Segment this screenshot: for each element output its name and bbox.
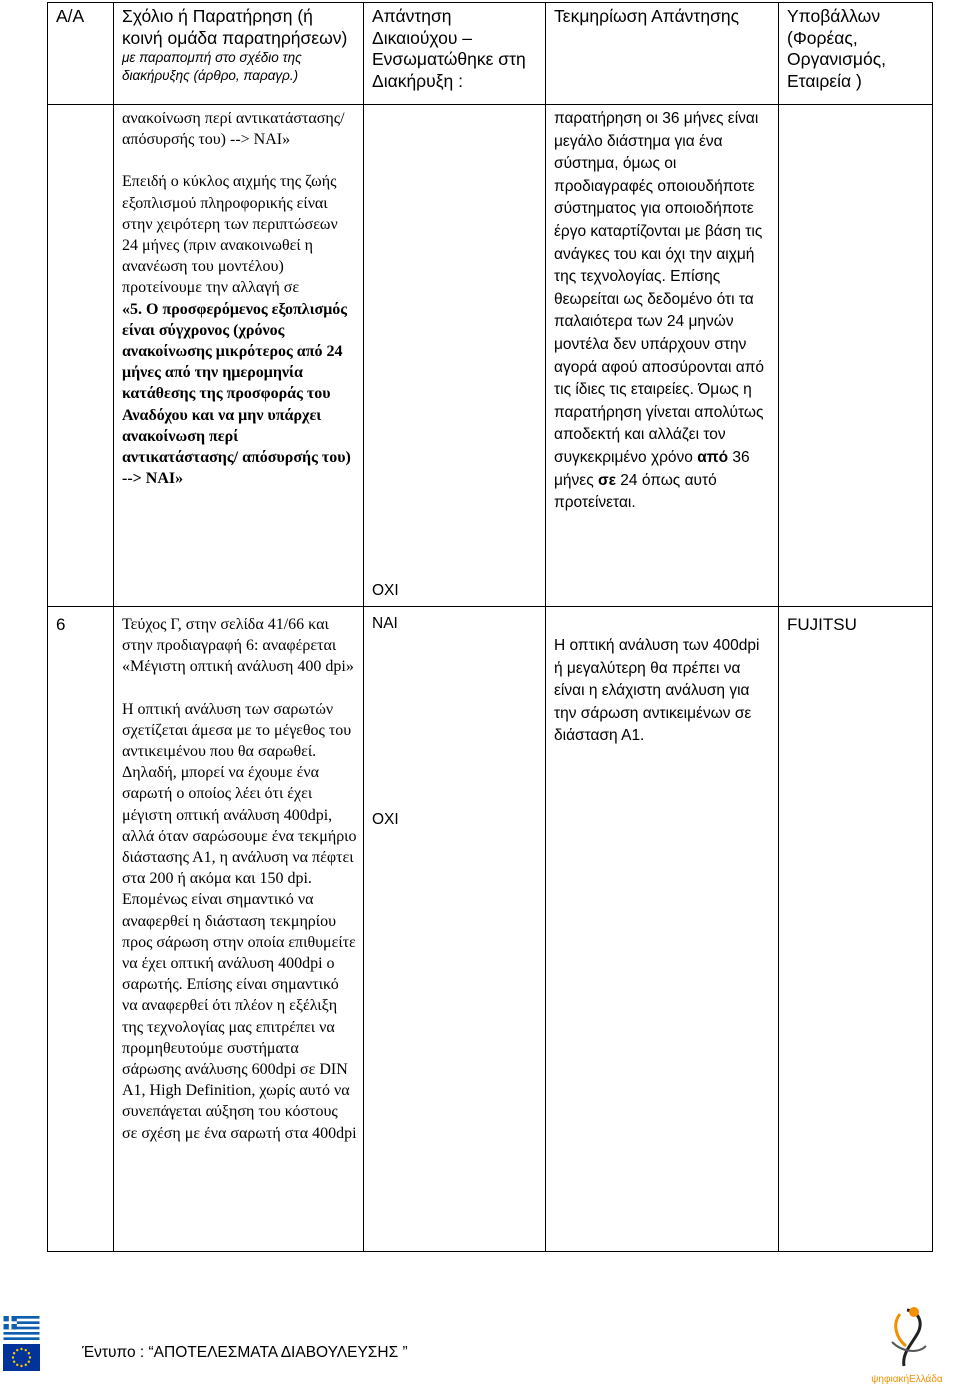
answer-cell xyxy=(364,607,546,1252)
header-answer: Απάντηση Δικαιούχου – Ενσωματώθηκε στη Διακήρυξη : xyxy=(364,3,546,105)
footer-form-label: Έντυπο : “ΑΠΟΤΕΛΕΣΜΑΤΑ ΔΙΑΒΟΥΛΕΥΣΗΣ ” xyxy=(82,1344,408,1361)
answer-cell xyxy=(364,105,546,607)
digital-greece-logo xyxy=(862,1302,952,1386)
submitter-cell xyxy=(779,105,933,607)
answer-value: ΟΧΙ xyxy=(372,811,399,828)
comment-cell xyxy=(114,105,364,607)
row-number xyxy=(48,105,114,607)
comment-proposal: «5. Ο προσφερόμενος εξοπλισμός είναι σύγχρονος (χρόνος ανακοίνωσης μικρότερος από 24 μήνες από την ημερομηνία κατάθεσης της προσφοράς του Αναδόχου και να μην υπάρχει ανακοίνωση περί αντικατάστασης/ απόσυρσής του) --> ΝΑΙ» xyxy=(122,300,351,488)
submitter-cell: FUJITSU xyxy=(779,607,933,1252)
comment-paragraph: Η οπτική ανάλυση των σαρωτών σχετίζεται άμεσα με το μέγεθος του αντικειμένου που θα σαρωθεί. Δηλαδή, μπορεί να έχουμε ένα σαρωτή ο οποίος λέει ότι έχει μέγιστη οπτική ανάλυση 400dpi, αλλά όταν σαρώσουμε ένα τεκμήριο διάστασης Α1, η ανάλυση να πέφτει στα 200 ή ακόμα και 150 dpi. Επομένως είναι σημαντικό να αναφερθεί η διάσταση τεκμηρίου προς σάρωση στην οποία επιθυμείτε να έχει οπτική ανάλυση 400dpi ο σαρωτής. Επίσης είναι σημαντικό να αναφερθεί ότι πλέον η εξέλιξη της τεχνολογίας μας επιτρέπει να προμηθευτούμε συστήματα σάρωσης ανάλυσης 600dpi σε DIN A1, High Definition, χωρίς αυτό να συνεπάγεται αύξηση του κόστους σε σχέση με ένα σαρωτή στα 400dpi xyxy=(122,700,357,1142)
comment-paragraph: Τεύχος Γ, στην σελίδα 41/66 και στην προδιαγραφή 6: αναφέρεται «Μέγιστη οπτική ανάλυση 400 dpi» xyxy=(122,616,354,676)
justification-bold: από xyxy=(697,448,729,466)
header-comment xyxy=(114,3,364,105)
answer-value: ΝΑΙ xyxy=(372,615,398,632)
header-justification: Τεκμηρίωση Απάντησης xyxy=(546,3,779,105)
consultation-results-table xyxy=(47,2,933,1252)
greek-flag-icon xyxy=(3,1316,40,1340)
header-number: Α/Α xyxy=(48,3,114,105)
justification-bold: σε xyxy=(598,471,616,489)
justification-text: παρατήρηση οι 36 μήνες είναι μεγάλο διάστημα για ένα σύστημα, όμως οι προδιαγραφές οποιουδήποτε σύστηματος για οποιοδήποτε έργο καταρτίζονται με βάση τις ανάγκες του και όχι την αιχμή της τεχνολογίας. Επίσης θεωρείται ως δεδομένο ότι τα παλαιότερα των 24 μηνών μοντέλα δεν υπάρχουν στην αγορά αφού αποσύρονται από τις ίδιες τις εταιρείες. Όμως η παρατήρηση γίνεται απολύτως αποδεκτή και αλλάζει τον συγκεκριμένο χρόνο xyxy=(554,110,765,466)
table-header-row xyxy=(48,3,933,105)
comment-cell xyxy=(114,607,364,1252)
justification-text: 36 μήνες xyxy=(554,448,750,489)
justification-cell xyxy=(546,607,779,1252)
comment-paragraph: ανακοίνωση περί αντικατάστασης/ απόσυρσής του) --> ΝΑΙ» xyxy=(122,110,345,149)
header-comment-title: Σχόλιο ή Παρατήρηση (ή κοινή ομάδα παρατηρήσεων) xyxy=(122,6,348,48)
answer-value: ΟΧΙ xyxy=(372,582,399,599)
row-number: 6 xyxy=(48,607,114,1252)
header-comment-subtitle: με παραπομπή στο σχέδιο της διακήρυξης (άρθρο, παραγρ.) xyxy=(122,50,302,83)
justification-cell xyxy=(546,105,779,607)
justification-text: Η οπτική ανάλυση των 400dpi ή μεγαλύτερη θα πρέπει να είναι η ελάχιστη ανάλυση για την σάρωση αντικειμένων σε διάσταση Α1. xyxy=(554,637,760,745)
comment-paragraph: Επειδή ο κύκλος αιχμής της ζωής εξοπλισμού πληροφορικής είναι στην χειρότερη των περιπτώσεων 24 μήνες (πριν ανακοινωθεί η ανανέωση του μοντέλου) προτείνουμε την αλλαγή σε xyxy=(122,173,338,297)
table-row xyxy=(48,105,933,607)
justification-text: 24 όπως αυτό προτείνεται. xyxy=(554,471,717,512)
eu-flag-icon xyxy=(3,1344,40,1371)
logo-text: ψηφιακήΕλλάδα xyxy=(871,1374,943,1385)
table-row xyxy=(48,607,933,1252)
header-submitter: Υποβάλλων (Φορέας, Οργανισμός, Εταιρεία ) xyxy=(779,3,933,105)
